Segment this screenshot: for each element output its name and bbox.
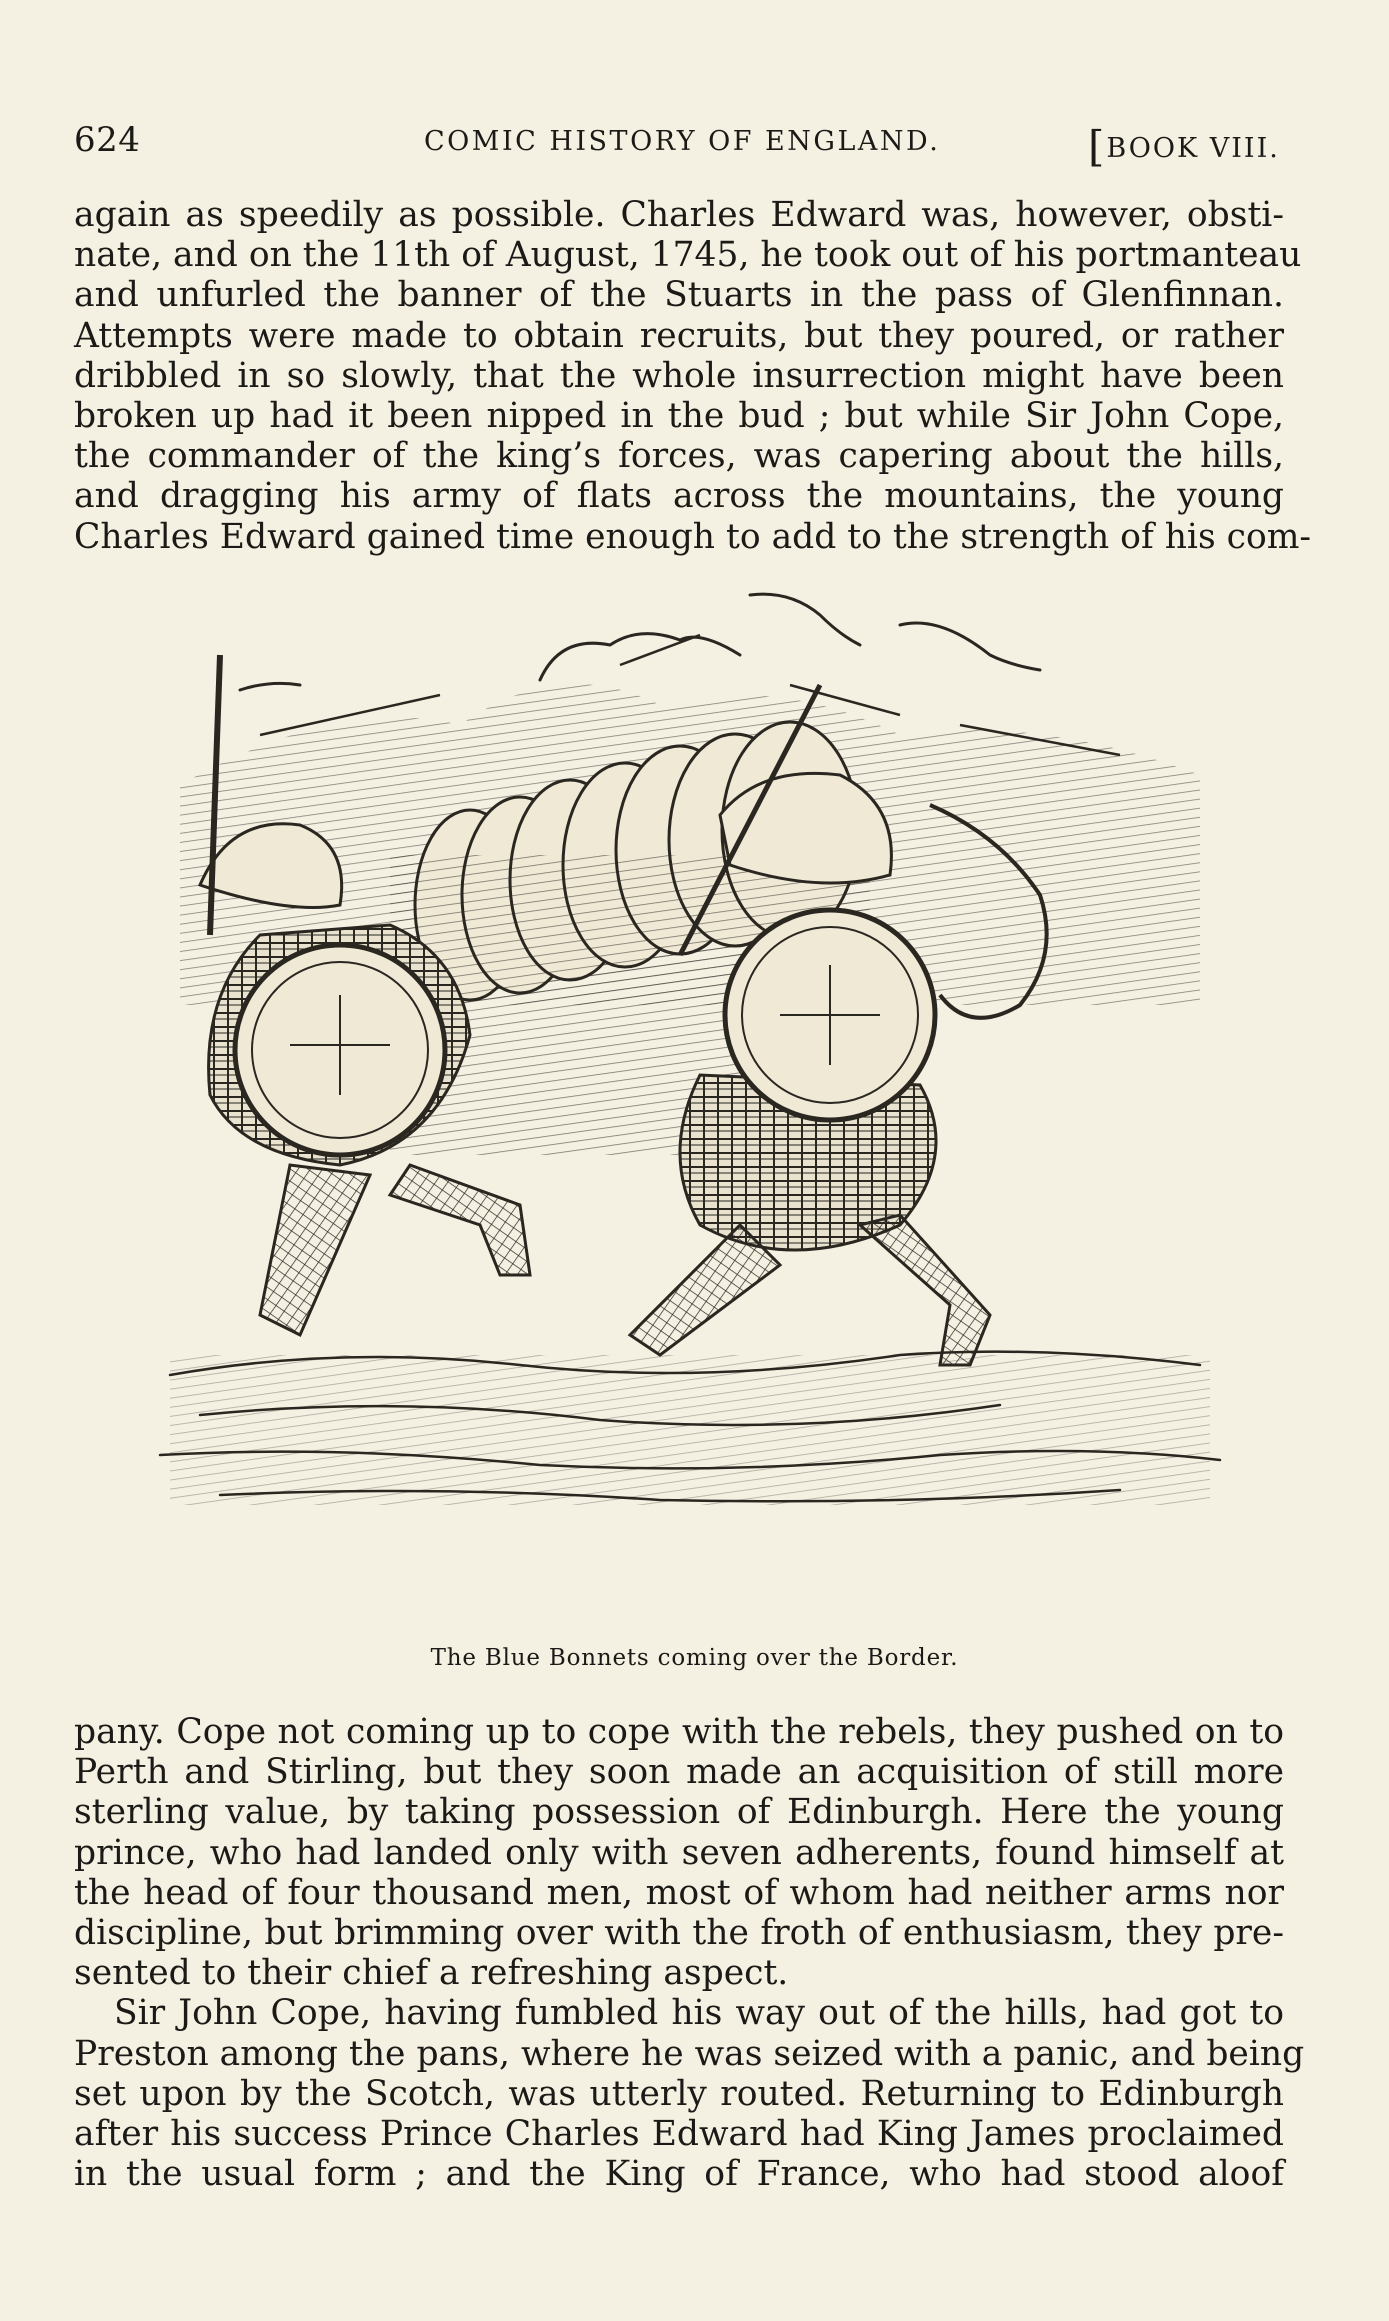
text-line: Sir John Cope, having fumbled his way out of the hills, had got to xyxy=(114,1993,1284,2034)
engraving-illustration xyxy=(140,575,1245,1650)
book-section-label xyxy=(1088,118,1280,171)
text-line: the head of four thousand men, most of whom had neither arms nor xyxy=(74,1872,1284,1913)
text-line: set upon by the Scotch, was utterly routed. Returning to Edinburgh xyxy=(74,2073,1284,2114)
text-line: pany. Cope not coming up to cope with the rebels, they pushed on to xyxy=(74,1712,1284,1752)
text-line: and unfurled the banner of the Stuarts in the pass of Glenfinnan. xyxy=(74,275,1284,316)
illustration-caption: The Blue Bonnets coming over the Border. xyxy=(430,1645,959,1671)
text-line: sterling value, by taking possession of Edinburgh. Here the young xyxy=(74,1792,1284,1833)
birds-sketch xyxy=(240,594,1040,690)
paragraph-top xyxy=(74,195,1312,557)
text-line: again as speedily as possible. Charles Edward was, however, obsti- xyxy=(74,195,1284,235)
section-text: BOOK VIII. xyxy=(1106,133,1280,164)
text-line: dribbled in so slowly, that the whole insurrection might have been xyxy=(74,355,1284,396)
text-line: broken up had it been nipped in the bud ; but while Sir John Cope, xyxy=(74,396,1284,437)
paragraph-bottom xyxy=(74,1712,1305,2195)
text-line: discipline, but brimming over with the froth of enthusiasm, they pre- xyxy=(74,1913,1284,1954)
text-line: Perth and Stirling, but they soon made an acquisition of still more xyxy=(74,1752,1284,1793)
text-line: Charles Edward gained time enough to add to the strength of his com- xyxy=(74,516,1312,557)
text-line: Attempts were made to obtain recruits, but they poured, or rather xyxy=(74,315,1284,356)
text-line: in the usual form ; and the King of France, who had stood aloof xyxy=(74,2154,1284,2195)
text-line: sented to their chief a refreshing aspect. xyxy=(74,1953,789,1994)
text-line: nate, and on the 11th of August, 1745, he took out of his portmanteau xyxy=(74,235,1302,276)
text-line: Preston among the pans, where he was seized with a panic, and being xyxy=(74,2033,1305,2074)
text-line: and dragging his army of flats across the mountains, the young xyxy=(74,476,1284,517)
section-bracket: [ xyxy=(1088,122,1107,171)
running-head xyxy=(74,112,1280,171)
page-number: 624 xyxy=(74,120,141,160)
running-title: COMIC HISTORY OF ENGLAND. xyxy=(424,126,941,157)
text-line: prince, who had landed only with seven adherents, found himself at xyxy=(74,1832,1284,1873)
blue-bonnets-engraving xyxy=(140,575,1245,1650)
text-line: the commander of the king’s forces, was capering about the hills, xyxy=(74,436,1284,477)
text-line: after his success Prince Charles Edward had King James proclaimed xyxy=(74,2114,1284,2155)
